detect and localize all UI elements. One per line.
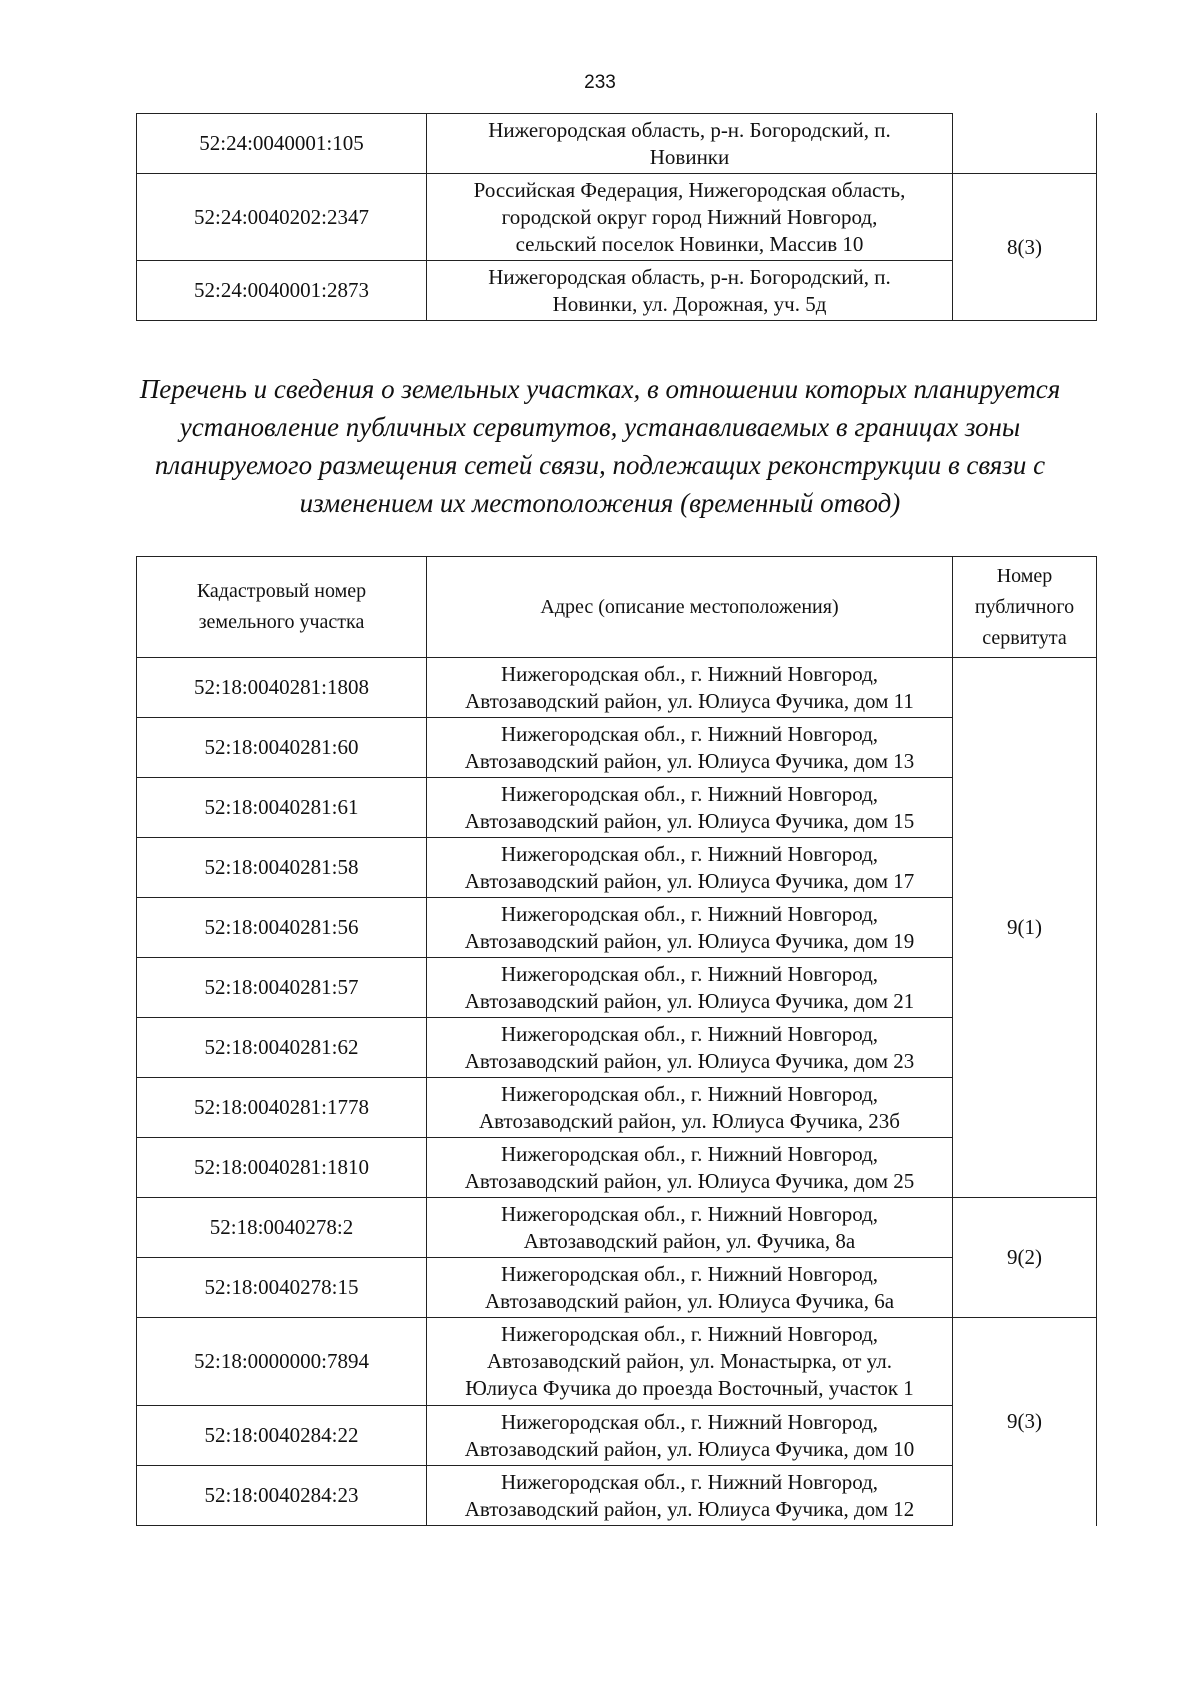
table-row (137, 114, 1097, 174)
address-cell (427, 1318, 953, 1406)
address-line: Нижегородская обл., г. Нижний Новгород, (500, 961, 879, 986)
address-line: Автозаводский район, ул. Юлиуса Фучика, 6а (484, 1288, 895, 1313)
table-row (137, 174, 1097, 261)
address-line: Нижегородская обл., г. Нижний Новгород, (500, 1261, 879, 1286)
cadastral-cell: 52:18:0040278:15 (137, 1258, 427, 1318)
address-cell (427, 1466, 953, 1526)
address-cell (427, 898, 953, 958)
address-cell (427, 1406, 953, 1466)
header-servitude (953, 557, 1097, 658)
address-line: Нижегородская обл., г. Нижний Новгород, (500, 721, 879, 746)
servitude-cell-empty (953, 114, 1097, 174)
address-line: Нижегородская обл., г. Нижний Новгород, (500, 1409, 879, 1434)
address-cell (427, 114, 953, 174)
address-cell (427, 718, 953, 778)
header-cadastral (137, 557, 427, 658)
table-row (137, 1318, 1097, 1406)
address-line: Автозаводский район, ул. Монастырка, от ул. (486, 1349, 892, 1373)
address-line: Нижегородская область, р-н. Богородский, п. (488, 264, 891, 289)
address-line: Автозаводский район, ул. Юлиуса Фучика, дом 13 (464, 748, 915, 773)
cadastral-cell: 52:24:0040202:2347 (137, 174, 427, 261)
cadastral-cell: 52:18:0040278:2 (137, 1198, 427, 1258)
cadastral-cell: 52:18:0040281:1808 (137, 658, 427, 718)
header-line: сервитута (982, 626, 1067, 649)
table-header-row (137, 557, 1097, 658)
servitude-number-cell: 8(3) (953, 174, 1097, 321)
address-line: Нижегородская обл., г. Нижний Новгород, (500, 1201, 879, 1226)
section-title-line: изменением их местоположения (временный отвод) (299, 488, 901, 518)
address-cell (427, 1258, 953, 1318)
cadastral-cell: 52:18:0040284:23 (137, 1466, 427, 1526)
address-line: Автозаводский район, ул. Юлиуса Фучика, дом 23 (464, 1048, 915, 1073)
address-cell (427, 261, 953, 321)
servitude-number-cell: 9(1) (953, 658, 1097, 1198)
section-title-line: установление публичных сервитутов, устанавливаемых в границах зоны (179, 412, 1021, 442)
address-line: Новинки, ул. Дорожная, уч. 5д (552, 291, 827, 316)
page-number: 233 (584, 72, 616, 93)
address-line: Нижегородская обл., г. Нижний Новгород, (500, 1469, 879, 1494)
cadastral-cell: 52:18:0040281:62 (137, 1018, 427, 1078)
address-line: Автозаводский район, ул. Юлиуса Фучика, дом 19 (464, 928, 915, 953)
header-line: публичного (974, 595, 1075, 618)
address-line: Нижегородская обл., г. Нижний Новгород, (500, 1021, 879, 1046)
address-line: Нижегородская обл., г. Нижний Новгород, (500, 841, 879, 866)
address-cell (427, 1018, 953, 1078)
cadastral-cell: 52:18:0040281:1778 (137, 1078, 427, 1138)
address-line: Нижегородская обл., г. Нижний Новгород, (500, 901, 879, 926)
address-line: Автозаводский район, ул. Юлиуса Фучика, дом 11 (465, 688, 914, 713)
cadastral-cell: 52:18:0040281:58 (137, 838, 427, 898)
cadastral-cell: 52:18:0040281:60 (137, 718, 427, 778)
cadastral-cell: 52:18:0000000:7894 (137, 1318, 427, 1406)
header-address: Адрес (описание местоположения) (427, 557, 953, 658)
address-line: Нижегородская обл., г. Нижний Новгород, (500, 1322, 879, 1346)
address-cell (427, 1078, 953, 1138)
address-line: Автозаводский район, ул. Юлиуса Фучика, дом 17 (464, 868, 915, 893)
cadastral-cell: 52:18:0040284:22 (137, 1406, 427, 1466)
table-row (137, 658, 1097, 718)
address-line: Нижегородская обл., г. Нижний Новгород, (500, 1141, 879, 1166)
table-row (137, 1198, 1097, 1258)
cadastral-cell: 52:24:0040001:105 (137, 114, 427, 174)
address-line: Нижегородская область, р-н. Богородский, п. (488, 117, 891, 142)
address-line: Нижегородская обл., г. Нижний Новгород, (500, 661, 879, 686)
address-line: Автозаводский район, ул. Юлиуса Фучика, дом 25 (464, 1168, 915, 1193)
address-cell (427, 658, 953, 718)
address-line: Автозаводский район, ул. Фучика, 8а (523, 1228, 856, 1253)
address-line: Автозаводский район, ул. Юлиуса Фучика, дом 12 (464, 1496, 915, 1521)
section-title-line: планируемого размещения сетей связи, подлежащих реконструкции в связи с (154, 450, 1046, 480)
address-line: сельский поселок Новинки, Массив 10 (515, 231, 864, 256)
address-line: Автозаводский район, ул. Юлиуса Фучика, дом 21 (464, 988, 915, 1013)
address-cell (427, 778, 953, 838)
address-line: Нижегородская обл., г. Нижний Новгород, (500, 1081, 879, 1106)
top-table (136, 113, 1097, 321)
section-title (0, 370, 1200, 522)
cadastral-cell: 52:18:0040281:61 (137, 778, 427, 838)
cadastral-cell: 52:24:0040001:2873 (137, 261, 427, 321)
address-line: Юлиуса Фучика до проезда Восточный, участок 1 (465, 1376, 914, 1400)
servitude-number-cell: 9(3) (953, 1318, 1097, 1526)
address-line: городской округ город Нижний Новгород, (501, 204, 878, 229)
address-cell (427, 958, 953, 1018)
address-cell (427, 1198, 953, 1258)
address-line: Новинки (649, 144, 730, 169)
header-line: Номер (996, 564, 1053, 587)
address-line: Российская Федерация, Нижегородская область, (473, 177, 906, 202)
address-line: Автозаводский район, ул. Юлиуса Фучика, дом 15 (464, 808, 915, 833)
cadastral-cell: 52:18:0040281:57 (137, 958, 427, 1018)
cadastral-cell: 52:18:0040281:56 (137, 898, 427, 958)
header-line: земельного участка (198, 611, 365, 633)
header-line: Кадастровый номер (196, 580, 367, 602)
address-line: Автозаводский район, ул. Юлиуса Фучика, дом 10 (464, 1436, 915, 1461)
cadastral-cell: 52:18:0040281:1810 (137, 1138, 427, 1198)
section-title-line: Перечень и сведения о земельных участках, в отношении которых планируется (139, 374, 1061, 404)
address-cell (427, 838, 953, 898)
servitude-number-cell: 9(2) (953, 1198, 1097, 1318)
address-line: Автозаводский район, ул. Юлиуса Фучика, 23б (479, 1108, 900, 1133)
address-cell (427, 1138, 953, 1198)
address-line: Нижегородская обл., г. Нижний Новгород, (500, 781, 879, 806)
servitude-table (136, 556, 1097, 1526)
address-cell (427, 174, 953, 261)
